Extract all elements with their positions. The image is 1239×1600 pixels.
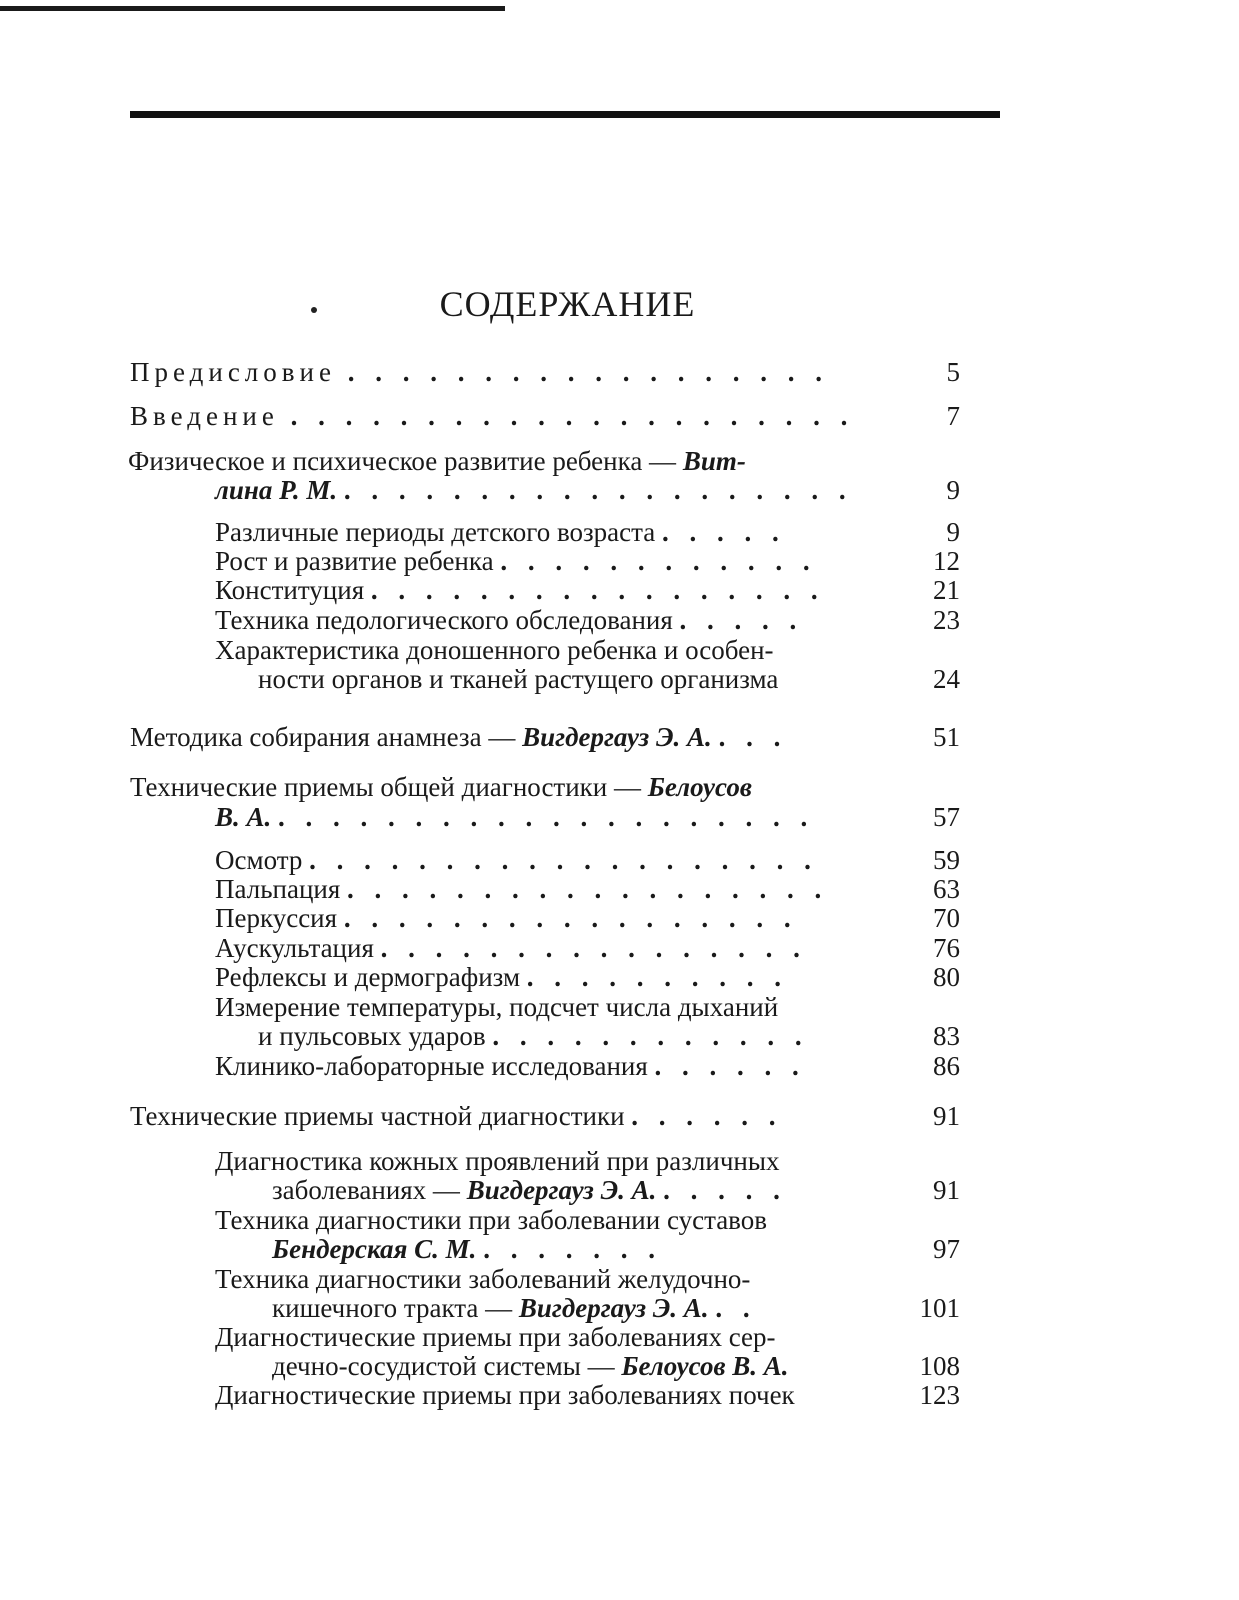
dot-leader: . . . . . . . . . .: [526, 962, 789, 992]
toc-page-number: 23: [933, 605, 960, 635]
toc-page-number: 86: [933, 1051, 960, 1081]
toc-entry-continuation: [272, 1175, 787, 1205]
toc-subentry: [215, 1051, 806, 1081]
toc-page-number: 108: [919, 1351, 960, 1381]
toc-entry-label: Пальпация: [215, 874, 341, 904]
toc-subentry: [215, 1146, 779, 1176]
toc-page-number: 21: [933, 575, 960, 605]
dot-leader: . . . . . . . . . . . .: [492, 1021, 809, 1051]
toc-entry-author: Белоусов В. А.: [621, 1351, 789, 1381]
page-title: СОДЕРЖАНИЕ: [439, 284, 696, 324]
toc-page-number: 80: [933, 962, 960, 992]
toc-entry-label: кишечного тракта —: [272, 1293, 519, 1323]
toc-entry-continuation: [272, 1234, 662, 1264]
toc-entry-label: Методика собирания анамнеза —: [130, 722, 523, 752]
toc-subentry: [215, 635, 774, 665]
toc-page-number: 7: [946, 401, 960, 431]
toc-subentry: [215, 992, 778, 1022]
toc-subentry: [215, 845, 818, 875]
toc-subentry: [215, 575, 825, 605]
dot-leader: . . . . . . .: [483, 1234, 662, 1264]
toc-page-number: 9: [946, 475, 960, 505]
dot-leader: . . . . . . . . . . . . . . . . . . .: [343, 475, 853, 505]
dot-leader: . . . . . . . . . . . . . . . . . . . . .: [290, 401, 855, 431]
toc-entry-label: ности органов и тканей растущего организма: [258, 664, 779, 694]
dot-leader: . . . . . . . . . . . . . . . . .: [343, 903, 798, 933]
toc-entry-continuation: [272, 1293, 757, 1323]
toc-subentry: [215, 1380, 795, 1410]
toc-entry-label: Диагностика кожных проявлений при различных: [215, 1146, 780, 1176]
toc-entry-label: Аускультация: [215, 933, 374, 963]
dot-leader: . . . . . . . . . . . . . . . .: [380, 933, 807, 963]
toc-entry-label: Техника педологического обследования: [215, 605, 673, 635]
toc-page-number: 83: [933, 1021, 960, 1051]
toc-page-number: 70: [933, 903, 960, 933]
toc-entry-label: Измерение температуры, подсчет числа дыханий: [215, 992, 779, 1022]
toc-entry-label: Физическое и психическое развитие ребенка —: [128, 446, 683, 476]
dot-leader: . . . . . . . . . . . . . . . . . . .: [309, 845, 818, 875]
dot-leader: . . . . . . . . . . . .: [500, 546, 817, 576]
toc-entry-author: Бендерская С. М.: [272, 1234, 477, 1264]
toc-page-number: 97: [933, 1234, 960, 1264]
dot-leader: . . . . . . . . . . . . . . . . . . . .: [278, 802, 815, 832]
toc-page-number: 9: [946, 517, 960, 547]
toc-subentry: [215, 874, 828, 904]
dot-leader: . . . . .: [679, 605, 804, 635]
toc-entry-author: Белоусов: [647, 772, 752, 802]
toc-subentry: [215, 605, 803, 635]
toc-entry-label: Рост и развитие ребенка: [215, 546, 494, 576]
dot-leader: . . . . .: [662, 517, 786, 547]
toc-entry-anamnesis: [130, 722, 787, 752]
toc-entry-label: Технические приемы частной диагностики: [130, 1101, 625, 1131]
toc-entry-introduction: [130, 401, 854, 431]
toc-page-number: 76: [933, 933, 960, 963]
toc-entry-label: Рефлексы и дермографизм: [215, 962, 521, 992]
toc-subentry: [215, 517, 786, 547]
toc-entry-label: Предисловие: [130, 357, 336, 387]
toc-entry-continuation: [258, 664, 778, 694]
toc-page-number: 123: [919, 1380, 960, 1410]
toc-entry-label: Технические приемы общей диагностики —: [130, 772, 648, 802]
toc-entry-label: дечно-сосудистой системы —: [272, 1351, 622, 1381]
dot-leader: . . . . . .: [654, 1051, 806, 1081]
dot-leader: . . . . . . . . . . . . . . . . . .: [347, 874, 829, 904]
dot-leader: . . . . . . . . . . . . . . . . . .: [347, 357, 829, 387]
toc-entry-continuation: [215, 475, 853, 505]
toc-entry-label: Техника диагностики при заболевании суставов: [215, 1205, 767, 1235]
toc-entry-label: Конституция: [215, 575, 365, 605]
toc-subentry: [215, 962, 788, 992]
toc-entry-label: Диагностические приемы при заболеваниях сер-: [215, 1322, 776, 1352]
toc-entry-author: В. А.: [215, 802, 272, 832]
toc-page-number: 57: [933, 802, 960, 832]
toc-entry-label: Техника диагностики заболеваний желудочно-: [215, 1264, 751, 1294]
toc-page-number: 5: [946, 357, 960, 387]
toc-page-number: 63: [933, 874, 960, 904]
toc-subentry: [215, 546, 817, 576]
toc-entry-author: Вит-: [682, 446, 746, 476]
toc-entry-label: Клинико-лабораторные исследования: [215, 1051, 648, 1081]
toc-entry-author: Вигдергауз Э. А.: [518, 1293, 709, 1323]
toc-page-number: 91: [933, 1175, 960, 1205]
toc-subentry: [215, 1322, 776, 1352]
toc-entry-general-diagnostics: [130, 772, 752, 802]
dot-leader: . . . . . . . . . . . . . . . . .: [370, 575, 825, 605]
toc-entry-author: Вигдергауз Э. А.: [522, 722, 712, 752]
toc-entry-label: Осмотр: [215, 845, 303, 875]
toc-entry-label: Диагностические приемы при заболеваниях почек: [215, 1380, 795, 1410]
toc-entry-special-diagnostics: [130, 1101, 783, 1131]
toc-entry-continuation: [258, 1021, 809, 1051]
toc-subentry: [215, 1205, 767, 1235]
toc-entry-physical-development: [128, 446, 746, 476]
toc-page-number: 101: [919, 1293, 960, 1323]
toc-subentry: [215, 903, 798, 933]
toc-entry-label: и пульсовых ударов: [258, 1021, 486, 1051]
toc-subentry: [215, 1264, 750, 1294]
toc-page-number: 51: [933, 722, 960, 752]
toc-page-number: 24: [933, 664, 960, 694]
toc-entry-label: заболеваниях —: [272, 1175, 467, 1205]
toc-entry-label: Характеристика доношенного ребенка и особен-: [215, 635, 774, 665]
toc-entry-continuation: [272, 1351, 789, 1381]
dot-leader: . . . . . .: [631, 1101, 783, 1131]
dot-leader: . .: [715, 1293, 757, 1323]
toc-entry-author: Вигдергауз Э. А.: [466, 1175, 657, 1205]
toc-page-number: 59: [933, 845, 960, 875]
toc-entry-preface: [130, 357, 829, 387]
dot-leader: . . . . .: [663, 1175, 787, 1205]
toc-entry-label: Перкуссия: [215, 903, 338, 933]
toc-entry-author: лина Р. М.: [215, 475, 338, 505]
toc-entry-label: Введение: [130, 401, 279, 431]
toc-entry-label: Различные периоды детского возраста: [215, 517, 656, 547]
toc-subentry: [215, 933, 807, 963]
toc-page-number: 91: [933, 1101, 960, 1131]
dot-leader: . . .: [718, 722, 788, 752]
toc-entry-continuation: [215, 802, 814, 832]
toc-page-number: 12: [933, 546, 960, 576]
